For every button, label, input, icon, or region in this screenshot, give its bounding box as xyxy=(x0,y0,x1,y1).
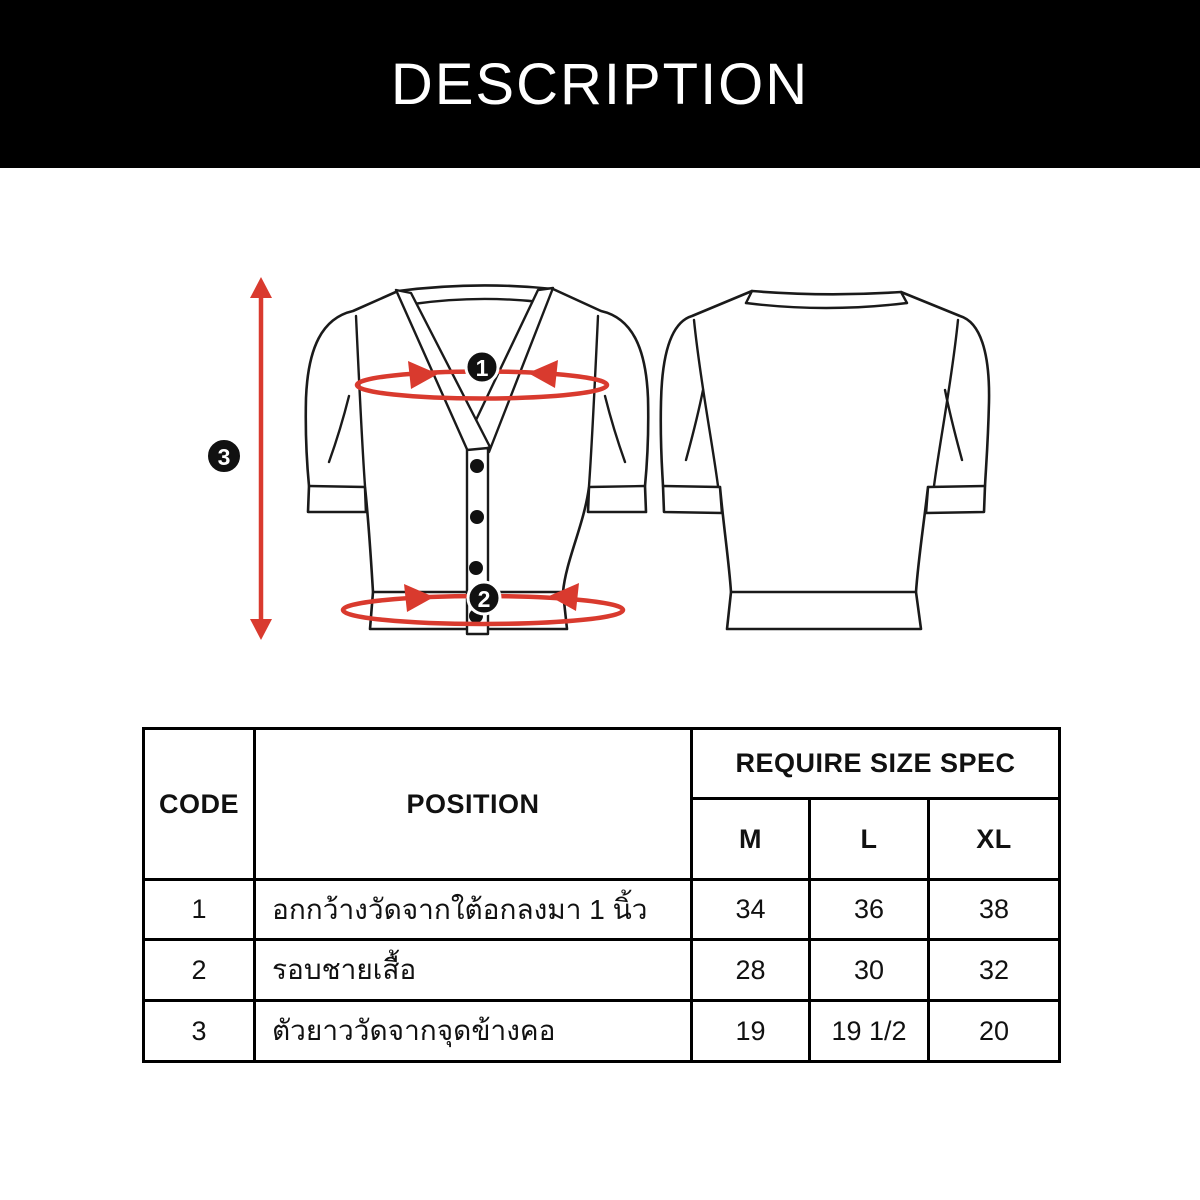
table-row xyxy=(144,1001,1060,1062)
size-l-cell: 19 1/2 xyxy=(810,1001,929,1062)
column-header-code: CODE xyxy=(144,729,255,880)
column-header-size-spec: REQUIRE SIZE SPEC xyxy=(692,729,1060,799)
size-spec-table xyxy=(142,727,1061,1063)
column-header-size-xl: XL xyxy=(929,799,1060,880)
table-row xyxy=(144,940,1060,1001)
code-cell: 1 xyxy=(144,880,255,940)
size-l-cell: 30 xyxy=(810,940,929,1001)
size-m-cell: 28 xyxy=(692,940,810,1001)
size-xl-cell: 32 xyxy=(929,940,1060,1001)
table-row xyxy=(144,880,1060,940)
badge-length xyxy=(207,439,242,474)
position-cell: รอบชายเสื้อ xyxy=(255,940,692,1001)
position-cell: ตัวยาววัดจากจุดข้างคอ xyxy=(255,1001,692,1062)
position-cell: อกกว้างวัดจากใต้อกลงมา 1 นิ้ว xyxy=(255,880,692,940)
badge-hem-number: 2 xyxy=(477,586,491,612)
code-cell: 2 xyxy=(144,940,255,1001)
badge-chest xyxy=(466,351,498,383)
badge-length-number: 3 xyxy=(217,444,231,470)
column-header-size-l: L xyxy=(810,799,929,880)
size-l-cell: 36 xyxy=(810,880,929,940)
column-header-size-m: M xyxy=(692,799,810,880)
size-m-cell: 34 xyxy=(692,880,810,940)
length-arrow xyxy=(250,277,272,640)
garment-front-view xyxy=(306,285,649,634)
code-cell: 3 xyxy=(144,1001,255,1062)
size-xl-cell: 38 xyxy=(929,880,1060,940)
garment-back-view xyxy=(661,291,989,629)
size-xl-cell: 20 xyxy=(929,1001,1060,1062)
badge-chest-number: 1 xyxy=(475,355,489,381)
page-title: DESCRIPTION xyxy=(390,51,810,117)
size-m-cell: 19 xyxy=(692,1001,810,1062)
column-header-position: POSITION xyxy=(255,729,692,880)
badge-hem xyxy=(468,582,500,614)
